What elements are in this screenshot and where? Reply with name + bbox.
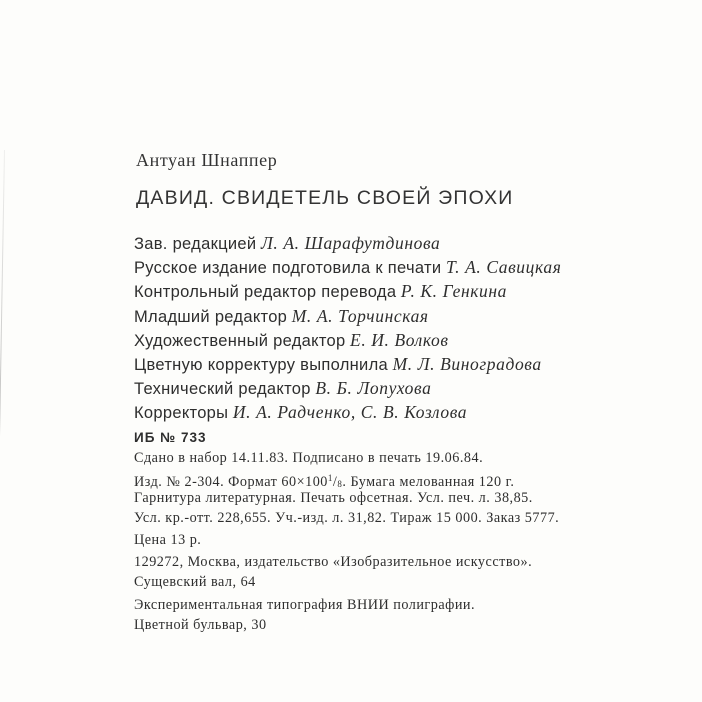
credit-name: И. А. Радченко, С. В. Козлова bbox=[232, 402, 468, 423]
credit-name: В. Б. Лопухова bbox=[315, 378, 432, 399]
credit-role: Младший редактор bbox=[134, 307, 288, 326]
book-title: ДАВИД. СВИДЕТЕЛЬ СВОЕЙ ЭПОХИ bbox=[136, 187, 514, 209]
credit-role: Контрольный редактор перевода bbox=[134, 283, 397, 302]
page-edge-shadow bbox=[0, 150, 5, 702]
imprint-typeface: Гарнитура литературная. Печать офсетная. Усл. печ. л. 38,85. bbox=[134, 490, 533, 506]
credit-role: Художественный редактор bbox=[134, 331, 346, 350]
author-name: Антуан Шнаппер bbox=[136, 150, 278, 170]
credit-role: Зав. редакцией bbox=[134, 235, 257, 253]
format-fraction-denominator: 8 bbox=[337, 479, 343, 489]
price: Цена 13 р. bbox=[134, 532, 202, 548]
credit-line bbox=[134, 330, 561, 354]
imprint-dates: Сдано в набор 14.11.83. Подписано в печать 19.06.84. bbox=[134, 450, 484, 466]
credit-name: Р. К. Генкина bbox=[400, 281, 508, 302]
publisher-address-line1: 129272, Москва, издательство «Изобразительное искусство». bbox=[134, 554, 533, 570]
ib-number: ИБ № 733 bbox=[134, 430, 207, 445]
credit-line bbox=[134, 281, 561, 305]
credit-name: Л. А. Шарафутдинова bbox=[260, 233, 441, 253]
credit-name: М. А. Торчинская bbox=[291, 305, 429, 326]
imprint-print-run: Усл. кр.-отт. 228,655. Уч.-изд. л. 31,82. Тираж 15 000. Заказ 5777. bbox=[134, 510, 560, 526]
credit-role: Технический редактор bbox=[134, 380, 311, 399]
credit-role: Корректоры bbox=[134, 404, 229, 423]
format-text: Изд. № 2-304. Формат 60×100 bbox=[134, 474, 328, 490]
paper-text: . Бумага мелованная 120 г. bbox=[342, 474, 515, 490]
credit-line bbox=[134, 233, 561, 257]
imprint-format: Изд. № 2-304. Формат $60\times 100^1/_8$. Бумага мелованная 120 г. bbox=[134, 473, 515, 490]
publisher-address-line2: Сущевский вал, 64 bbox=[134, 573, 256, 590]
credit-role: Цветную корректуру выполнила bbox=[134, 355, 388, 374]
credits-list bbox=[134, 233, 561, 427]
credit-name: М. Л. Виноградова bbox=[392, 353, 542, 374]
credit-line bbox=[134, 402, 561, 426]
printer-line2: Цветной бульвар, 30 bbox=[134, 616, 267, 633]
format-fraction-numerator: 1 bbox=[327, 473, 333, 483]
credit-name: Т. А. Савицкая bbox=[445, 257, 562, 278]
credit-name: Е. И. Волков bbox=[350, 329, 449, 350]
credit-line bbox=[134, 354, 561, 378]
imprint-block bbox=[134, 430, 559, 636]
credit-role: Русское издание подготовила к печати bbox=[134, 259, 442, 278]
printer-line1: Экспериментальная типография ВНИИ полиграфии. bbox=[134, 597, 476, 613]
credit-line bbox=[134, 378, 561, 402]
credit-line bbox=[134, 257, 561, 281]
credit-line bbox=[134, 306, 561, 330]
